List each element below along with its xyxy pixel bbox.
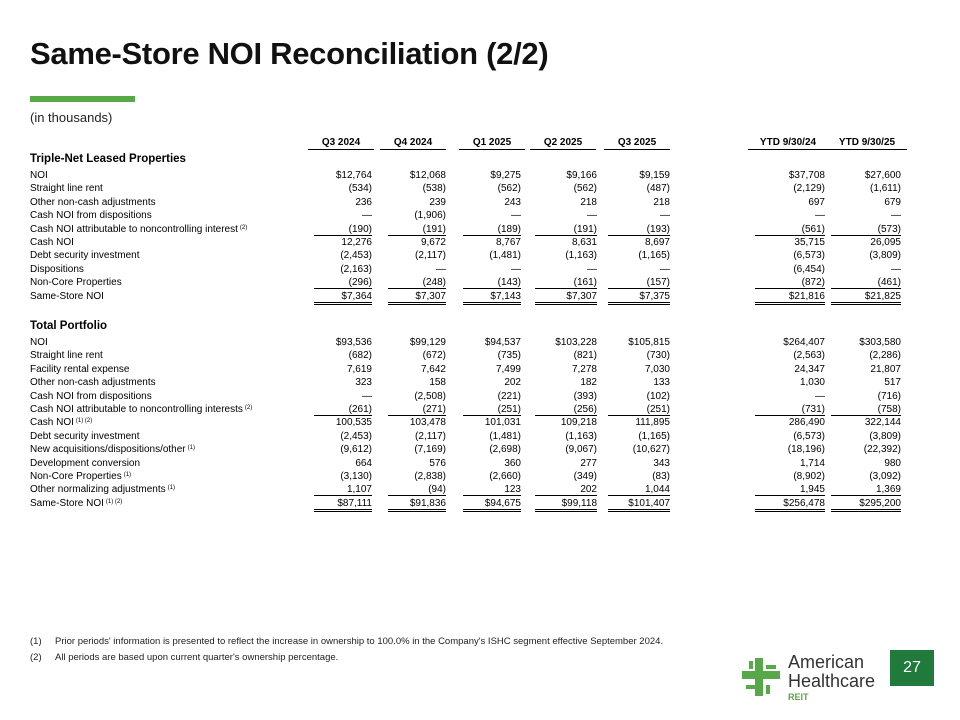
table-cell: (2,117) — [415, 430, 446, 442]
table-cell: 1,369 — [831, 484, 901, 496]
table-cell: (94) — [388, 484, 446, 496]
table-cell: $21,825 — [831, 291, 901, 305]
table-row — [30, 210, 910, 223]
row-label — [30, 183, 103, 194]
table-cell: 697 — [808, 196, 825, 208]
table-cell: (6,454) — [793, 263, 825, 275]
row-label — [30, 444, 195, 455]
table-cell: (730) — [646, 350, 670, 362]
table-cell: 109,218 — [560, 417, 597, 429]
table-row — [30, 197, 910, 210]
table-cell: 243 — [504, 196, 521, 208]
table-cell: $99,118 — [535, 498, 597, 512]
table-cell: 182 — [580, 377, 597, 389]
table-cell: — — [891, 263, 901, 275]
row-label — [30, 364, 130, 375]
row-label — [30, 377, 156, 388]
column-header: Q4 2024 — [380, 137, 446, 150]
table-cell: (9,067) — [565, 444, 597, 456]
table-cell: 576 — [429, 457, 446, 469]
row-label-text: Development conversion — [30, 457, 141, 469]
table-cell: (872) — [755, 277, 825, 289]
table-cell: (2,838) — [414, 471, 446, 482]
table-cell: 101,031 — [484, 417, 521, 429]
table-cell: (2,698) — [489, 444, 521, 456]
table-cell: 277 — [580, 457, 597, 469]
table-cell: $21,816 — [755, 291, 825, 305]
table-cell: (83) — [652, 471, 670, 482]
table-cell: $94,675 — [463, 498, 521, 512]
row-label-text: Same-Store NOI — [30, 290, 104, 302]
table-cell: (193) — [608, 224, 670, 236]
table-cell: 26,095 — [870, 237, 901, 248]
table-row — [30, 391, 910, 404]
row-label-text: Straight line rent — [30, 350, 103, 362]
table-cell: (8,902) — [793, 471, 825, 482]
footnote — [30, 652, 663, 668]
table-cell: 24,347 — [794, 363, 825, 375]
table-cell: $7,364 — [314, 291, 372, 305]
table-cell: (221) — [497, 390, 521, 402]
row-label-text: Facility rental expense — [30, 363, 130, 375]
table-cell: — — [362, 390, 372, 402]
row-label — [30, 210, 152, 221]
units-subtitle: (in thousands) — [30, 110, 113, 125]
row-label-text: Cash NOI attributable to noncontrolling interests — [30, 404, 243, 415]
table-cell: — — [511, 210, 521, 222]
table-cell: (22,392) — [863, 444, 901, 456]
table-cell: 286,490 — [788, 417, 825, 429]
table-cell: 664 — [355, 457, 372, 469]
table-cell: 8,697 — [644, 237, 670, 248]
table-cell: 322,144 — [864, 417, 901, 429]
table-cell: (349) — [573, 471, 597, 482]
table-row — [30, 377, 910, 390]
table-cell: (3,092) — [869, 471, 901, 482]
table-row — [30, 404, 910, 417]
table-cell: — — [891, 210, 901, 222]
table-cell: (716) — [877, 390, 901, 402]
table-row — [30, 291, 910, 304]
row-label — [30, 458, 140, 469]
table-cell: — — [815, 210, 825, 222]
table-cell: (1,165) — [638, 430, 670, 442]
table-cell: $7,143 — [463, 291, 521, 305]
footnote-ref: (1) (2) — [105, 498, 123, 505]
table-row — [30, 458, 910, 471]
row-label-text: Debt security investment — [30, 430, 140, 442]
table-cell: (1,163) — [565, 250, 597, 262]
table-cell: $99,129 — [409, 337, 446, 348]
column-header: Q2 2025 — [530, 137, 596, 150]
table-cell: $37,708 — [788, 170, 825, 181]
table-cell: $7,375 — [608, 291, 670, 305]
table-cell: $9,159 — [639, 170, 670, 181]
footnote-text: Prior periods' information is presented to reflect the increase in ownership to 100.0% in the Company's ISHC segment effective September 2024. — [55, 636, 664, 647]
table-cell: 158 — [429, 377, 446, 389]
row-label — [30, 277, 122, 288]
table-row — [30, 417, 910, 430]
table-cell: 8,767 — [495, 237, 521, 248]
footnote-ref: (1) — [167, 485, 175, 492]
row-label-text: Other non-cash adjustments — [30, 377, 156, 389]
table-cell: (1,481) — [489, 250, 521, 262]
table-cell: $256,478 — [755, 498, 825, 512]
table-cell: 202 — [535, 484, 597, 496]
table-cell: — — [660, 263, 670, 275]
table-cell: (2,453) — [340, 250, 372, 262]
table-cell: $9,166 — [566, 170, 597, 181]
table-cell: (6,573) — [793, 430, 825, 442]
footnote-ref: (2) — [244, 405, 253, 411]
table-cell: — — [815, 390, 825, 402]
table-cell: (251) — [463, 404, 521, 416]
table-row — [30, 250, 910, 263]
section-title: Triple-Net Leased Properties — [30, 153, 186, 165]
table-cell: $9,275 — [490, 170, 521, 181]
row-label — [30, 391, 152, 402]
table-row — [30, 170, 910, 183]
table-cell: — — [362, 210, 372, 222]
footnotes — [30, 636, 663, 668]
table-cell: (2,508) — [414, 390, 446, 402]
table-cell: 218 — [580, 196, 597, 208]
table-cell: 517 — [884, 377, 901, 389]
title-accent-bar — [30, 96, 135, 102]
table-cell: (2,117) — [415, 250, 446, 262]
row-label-text: Other normalizing adjustments — [30, 484, 166, 496]
table-cell: 133 — [653, 377, 670, 389]
table-cell: $295,200 — [831, 498, 901, 512]
column-header: YTD 9/30/25 — [827, 137, 907, 150]
page-title: Same-Store NOI Reconciliation (2/2) — [30, 36, 549, 71]
row-label — [30, 484, 175, 495]
table-cell: (191) — [388, 224, 446, 236]
row-label-text: New acquisitions/dispositions/other — [30, 444, 186, 456]
table-cell: (1,165) — [638, 250, 670, 262]
table-cell: $103,228 — [555, 337, 597, 348]
table-cell: $7,307 — [535, 291, 597, 305]
table-cell: (248) — [388, 277, 446, 289]
row-label — [30, 431, 140, 442]
row-label-text: Non-Core Properties — [30, 471, 122, 482]
table-cell: (9,612) — [340, 444, 372, 456]
table-cell: (157) — [608, 277, 670, 289]
logo-line-3: REIT — [788, 692, 809, 702]
table-cell: (251) — [608, 404, 670, 416]
table-cell: $87,111 — [314, 498, 372, 512]
table-cell: (2,563) — [793, 350, 825, 362]
table-cell: $12,068 — [409, 170, 446, 181]
row-label — [30, 404, 252, 415]
table-cell: 1,945 — [755, 484, 825, 496]
row-label — [30, 337, 48, 348]
column-header: Q1 2025 — [459, 137, 525, 150]
table-row — [30, 237, 910, 250]
table-cell: (573) — [831, 224, 901, 236]
table-cell: $27,600 — [864, 170, 901, 181]
row-label-text: Straight line rent — [30, 183, 103, 195]
row-label — [30, 237, 74, 248]
table-cell: — — [511, 263, 521, 275]
table-cell: (534) — [348, 183, 372, 195]
table-cell: $94,537 — [484, 337, 521, 348]
table-cell: (271) — [388, 404, 446, 416]
table-cell: (261) — [314, 404, 372, 416]
table-row — [30, 498, 910, 511]
table-cell: $93,536 — [335, 337, 372, 348]
table-cell: (2,453) — [340, 430, 372, 442]
table-cell: 218 — [653, 196, 670, 208]
table-cell: (758) — [831, 404, 901, 416]
table-cell: (7,169) — [414, 444, 446, 456]
table-row — [30, 431, 910, 444]
table-cell: (735) — [497, 350, 521, 362]
row-label — [30, 264, 84, 275]
table-cell: 100,535 — [335, 417, 372, 429]
table-cell: (562) — [573, 183, 597, 195]
table-cell: $105,815 — [628, 337, 670, 348]
row-label-text: Other non-cash adjustments — [30, 196, 156, 208]
table-cell: (3,130) — [340, 471, 372, 482]
footnote-ref: (1) — [187, 445, 195, 452]
footnote — [30, 636, 663, 652]
table-cell: (821) — [573, 350, 597, 362]
table-row — [30, 264, 910, 277]
table-cell: — — [436, 263, 446, 275]
row-label-text: Same-Store NOI — [30, 497, 104, 509]
table-row — [30, 277, 910, 290]
table-cell: 7,278 — [571, 363, 597, 375]
table-row — [30, 350, 910, 363]
table-cell: (562) — [497, 183, 521, 195]
table-cell: 1,030 — [799, 377, 825, 389]
table-cell: 35,715 — [794, 237, 825, 248]
footnote-ref: (2) — [239, 224, 248, 231]
row-label-text: Cash NOI from dispositions — [30, 390, 152, 402]
row-label — [30, 498, 122, 509]
table-cell: 123 — [463, 484, 521, 496]
footnote-text: All periods are based upon current quarter's ownership percentage. — [55, 652, 339, 663]
table-cell: 7,619 — [346, 363, 372, 375]
table-cell: 1,044 — [608, 484, 670, 496]
row-label — [30, 224, 247, 235]
table-cell: (102) — [646, 390, 670, 402]
table-cell: (190) — [314, 224, 372, 236]
table-cell: (1,611) — [870, 183, 901, 195]
row-label-text: Cash NOI attributable to noncontrolling interest — [30, 223, 238, 235]
row-label-text: Dispositions — [30, 263, 84, 275]
row-label-text: Non-Core Properties — [30, 277, 122, 289]
table-cell: 360 — [504, 457, 521, 469]
row-label-text: Cash NOI from dispositions — [30, 210, 152, 222]
table-cell: 679 — [884, 196, 901, 208]
table-row — [30, 337, 910, 350]
table-cell: (161) — [535, 277, 597, 289]
table-cell: 343 — [653, 457, 670, 469]
footnote-number: (1) — [30, 636, 42, 647]
page-number: 27 — [890, 650, 934, 686]
table-cell: (2,163) — [340, 263, 372, 275]
table-cell: 980 — [884, 457, 901, 469]
table-cell: (2,286) — [869, 350, 901, 362]
table-cell: 7,642 — [420, 363, 446, 375]
table-cell: $7,307 — [388, 291, 446, 305]
table-cell: 236 — [355, 196, 372, 208]
section-title: Total Portfolio — [30, 320, 108, 332]
table-row — [30, 364, 910, 377]
table-cell: $303,580 — [859, 337, 901, 348]
row-label — [30, 197, 156, 208]
table-cell: (561) — [755, 224, 825, 236]
table-cell: 323 — [355, 377, 372, 389]
table-cell: (189) — [463, 224, 521, 236]
table-row — [30, 224, 910, 237]
table-cell: 239 — [429, 196, 446, 208]
table-cell: (256) — [535, 404, 597, 416]
table-cell: 9,672 — [420, 237, 446, 248]
table-cell: — — [587, 263, 597, 275]
table-cell: (1,906) — [414, 210, 446, 222]
row-label-text: Cash NOI — [30, 237, 74, 248]
table-cell: (6,573) — [793, 250, 825, 262]
table-cell: 1,714 — [799, 457, 825, 469]
table-cell: (1,481) — [489, 430, 521, 442]
table-cell: (191) — [535, 224, 597, 236]
row-label-text: Debt security investment — [30, 250, 140, 262]
row-label — [30, 291, 104, 302]
column-header: Q3 2025 — [604, 137, 670, 150]
table-cell: $91,836 — [388, 498, 446, 512]
table-cell: $101,407 — [608, 498, 670, 512]
company-logo — [740, 652, 880, 702]
row-label — [30, 471, 131, 482]
row-label — [30, 350, 103, 361]
table-cell: 103,478 — [409, 417, 446, 429]
medical-cross-icon — [740, 656, 782, 698]
table-row — [30, 471, 910, 484]
table-cell: (143) — [463, 277, 521, 289]
footnote-ref: (1) — [123, 472, 132, 478]
table-cell: (3,809) — [869, 250, 901, 262]
row-label-text: Cash NOI — [30, 417, 74, 429]
table-cell: 8,631 — [571, 237, 597, 248]
table-cell: (538) — [422, 183, 446, 195]
table-cell: (682) — [348, 350, 372, 362]
table-row — [30, 484, 910, 497]
footnote-ref: (1) (2) — [75, 418, 93, 425]
table-cell: (1,163) — [565, 430, 597, 442]
row-label — [30, 417, 92, 428]
column-header: YTD 9/30/24 — [748, 137, 828, 150]
table-cell: (3,809) — [869, 430, 901, 442]
logo-line-2: Healthcare — [788, 671, 876, 691]
table-cell: 12,276 — [341, 237, 372, 248]
table-cell: 7,499 — [495, 363, 521, 375]
row-label — [30, 170, 48, 181]
column-header: Q3 2024 — [308, 137, 374, 150]
table-cell: (2,129) — [793, 183, 825, 195]
table-cell: 21,807 — [870, 363, 901, 375]
table-cell: $12,764 — [335, 170, 372, 181]
table-row — [30, 444, 910, 457]
table-cell: $264,407 — [783, 337, 825, 348]
table-cell: — — [660, 210, 670, 222]
table-cell: (461) — [831, 277, 901, 289]
table-row — [30, 183, 910, 196]
table-cell: (2,660) — [489, 471, 521, 482]
table-cell: (393) — [573, 390, 597, 402]
row-label-text: NOI — [30, 170, 48, 181]
table-cell: (731) — [755, 404, 825, 416]
row-label — [30, 250, 140, 261]
table-cell: 1,107 — [314, 484, 372, 496]
table-cell: — — [587, 210, 597, 222]
table-cell: 7,030 — [644, 363, 670, 375]
table-cell: (10,627) — [632, 444, 670, 456]
logo-line-1: American — [788, 652, 865, 672]
table-cell: 202 — [504, 377, 521, 389]
row-label-text: NOI — [30, 337, 48, 348]
table-cell: 111,895 — [635, 417, 670, 429]
table-cell: (18,196) — [787, 444, 825, 456]
footnote-number: (2) — [30, 652, 42, 663]
table-cell: (487) — [646, 183, 670, 195]
table-cell: (672) — [422, 350, 446, 362]
table-cell: (296) — [314, 277, 372, 289]
